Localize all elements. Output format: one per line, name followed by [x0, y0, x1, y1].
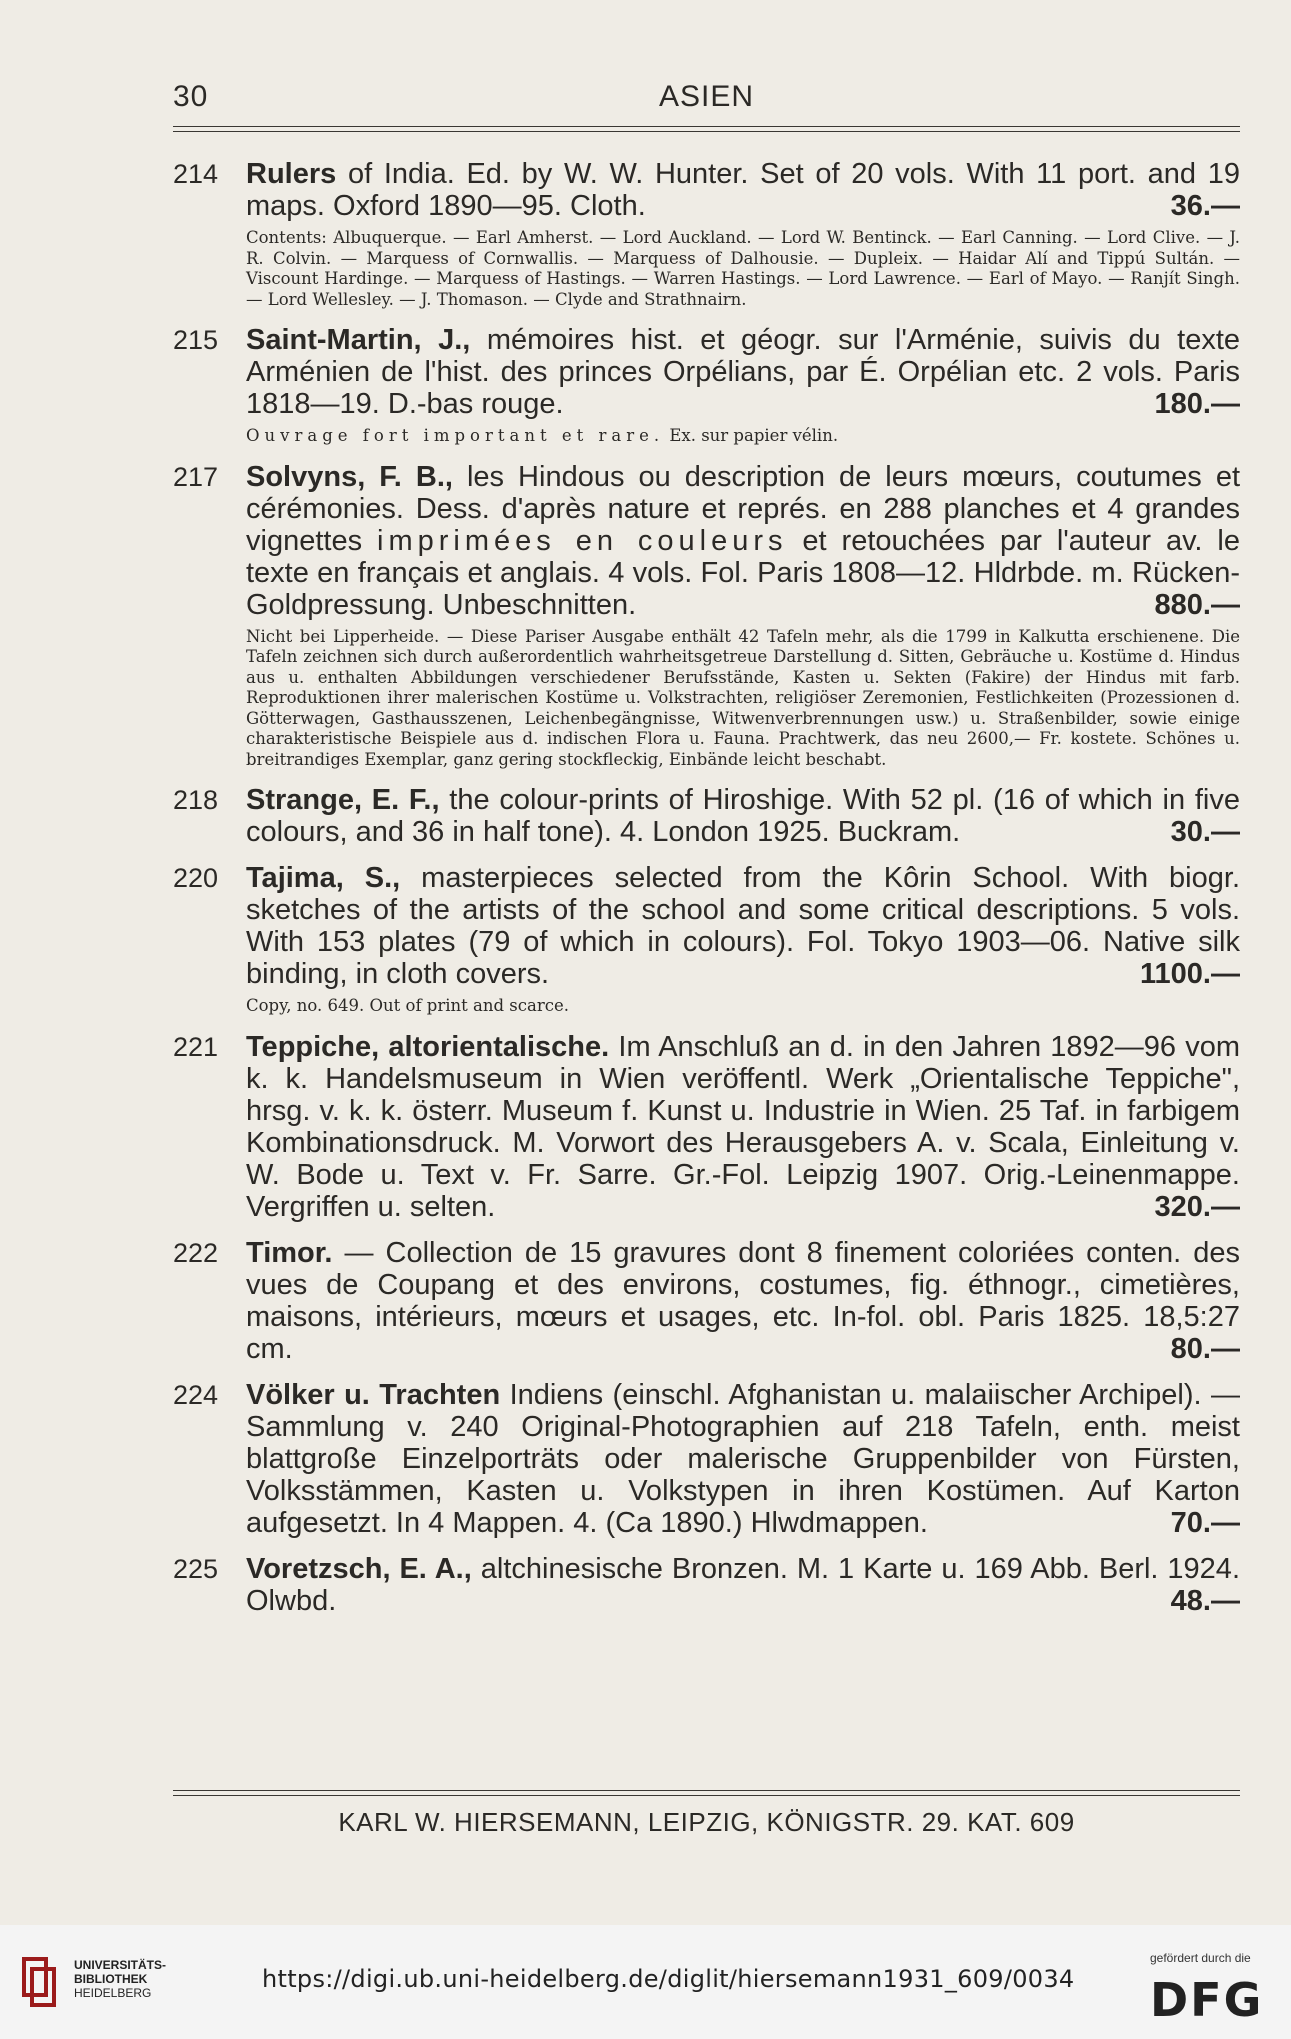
entry-text — [246, 158, 1240, 222]
entry-description: masterpieces selected from the Kôrin School. With biogr. sketches of the artists of the school and some critical descriptions. 5 vols. With 153 plates (79 of which in colours). Fol. Tokyo 1903—06. Native silk binding, in cloth covers. — [246, 862, 1240, 990]
catalog-entry — [173, 1553, 1240, 1617]
entry-note: Nicht bei Lipperheide. — Diese Pariser Ausgabe enthält 42 Tafeln mehr, als die 1799 in Kalkutta erschienene. Die Tafeln zeichnen sich durch außerordentlich wahrheitsgetreue Darstellung d. Sitten, Gebräuche u. Kostüme d. Hindus aus u. enthalten Abbildungen verschiedener Berufsstände, Kasten u. Sekten (Fakire) der Hindus mit farb. Reproduktionen ihrer malerischen Kostüme u. Volkstrachten, religiöser Zeremonien, Festlichkeiten (Prozessionen d. Götterwagen, Gasthausszenen, Leichenbegängnisse, Witwenverbrennungen usw.) u. Straßenbilder, sowie einige charakteristische Beispiele aus d. indischen Flora u. Fauna. Prachtwerk, das neu 2600,— Fr. kostete. Schönes u. breitrandiges Exemplar, ganz gering stockfleckig, Einbände leicht beschabt. — [246, 626, 1240, 769]
entry-number: 225 — [173, 1553, 219, 1584]
entry-heading: Voretzsch, E. A., — [246, 1552, 472, 1585]
page-header — [173, 80, 1240, 120]
entry-heading: Völker u. Trachten — [246, 1378, 501, 1411]
catalog-entry — [173, 461, 1240, 771]
entry-text — [246, 1553, 1240, 1617]
entry-description: Indiens (einschl. Afghanistan u. malaiischer Archipel). — Sammlung v. 240 Original-Photographien auf 218 Tafeln, enth. meist blattgroße Einzelporträts oder malerische Gruppenbilder von Fürsten, Volksstämmen, Kasten u. Volkstypen in ihren Kostümen. Auf Karton aufgesetzt. In 4 Mappen. 4. (Ca 1890.) Hlwdmappen. — [246, 1378, 1240, 1539]
entry-heading: Strange, E. F., — [246, 784, 440, 816]
entry-description-emphasis: imprimées en couleurs — [377, 524, 788, 557]
entry-description: the colour-prints of Hiroshige. With 52 pl. (16 of which in five colours, and 36 in half tone). 4. London 1925. Buckram. — [246, 784, 1240, 848]
entry-price: 1100.— — [1140, 958, 1240, 990]
catalog-entry — [173, 862, 1240, 1017]
funding-caption: gefördert durch die — [1150, 1951, 1251, 1965]
library-name[interactable] — [74, 1958, 166, 2000]
entry-price: 880.— — [1154, 588, 1240, 621]
entry-price: 180.— — [1154, 388, 1240, 420]
footer-rule — [173, 1790, 1240, 1791]
entry-price: 36.— — [1170, 190, 1240, 222]
entry-number: 222 — [173, 1237, 219, 1268]
header-rule-2 — [173, 131, 1240, 132]
entry-text — [246, 1031, 1240, 1223]
entry-number: 218 — [173, 785, 219, 815]
entry-text — [246, 1237, 1240, 1365]
library-name-line: BIBLIOTHEK — [74, 1972, 148, 1986]
entry-price: 30.— — [1170, 816, 1240, 848]
entry-description: of India. Ed. by W. W. Hunter. Set of 20 vols. With 11 port. and 19 maps. Oxford 1890—95. Cloth. — [246, 158, 1240, 222]
entry-price: 70.— — [1170, 1506, 1240, 1539]
library-name-line: UNIVERSITÄTS- — [74, 1958, 167, 1972]
catalog-entry — [173, 1031, 1240, 1223]
entry-price: 320.— — [1154, 1190, 1240, 1223]
entry-heading: Saint-Martin, J., — [246, 324, 471, 356]
entry-heading: Solvyns, F. B., — [246, 460, 453, 493]
entry-text — [246, 862, 1240, 990]
entry-description: Im Anschluß an d. in den Jahren 1892—96 vom k. k. Handelsmuseum in Wien veröffentl. Werk „Orientalische Teppiche", hrsg. v. k. k. österr. Museum f. Kunst u. Industrie in Wien. 25 Taf. in farbigem Kombinationsdruck. M. Vorwort des Herausgebers A. v. Scala, Einleitung v. W. Bode u. Text v. Fr. Sarre. Gr.-Fol. Leipzig 1907. Orig.-Leinenmappe. Vergriffen u. selten. — [246, 1030, 1241, 1223]
dfg-logo[interactable]: DFG — [1150, 1973, 1264, 2027]
entry-description: altchinesische Bronzen. M. 1 Karte u. 169 Abb. Berl. 1924. Olwbd. — [246, 1552, 1240, 1617]
library-name-line: HEIDELBERG — [74, 1986, 152, 2000]
entry-text — [246, 461, 1240, 621]
entry-heading: Tajima, S., — [246, 862, 401, 894]
footer-rule-2 — [173, 1795, 1240, 1796]
entry-note: Contents: Albuquerque. — Earl Amherst. — Lord Auckland. — Lord W. Bentinck. — Earl Canning. — Lord Clive. — J. R. Colvin. — Marquess of Cornwallis. — Marquess of Dalhousie. — Dupleix. — Haidar Alí and Tippú Sultán. — Viscount Hardinge. — Marquess of Hastings. — Warren Hastings. — Lord Lawrence. — Earl of Mayo. — Ranjít Singh. — Lord Wellesley. — J. Thomason. — Clyde and Strathnairn. — [246, 228, 1240, 309]
catalog-entries — [173, 158, 1240, 1631]
entry-text — [246, 324, 1240, 420]
page-number: 30 — [173, 80, 209, 113]
entry-price: 48.— — [1170, 1584, 1240, 1617]
page-title: ASIEN — [658, 80, 755, 113]
entry-number: 224 — [173, 1379, 219, 1410]
entry-description: les Hindous ou description de leurs mœurs, coutumes et cérémonies. Dess. d'après nature et représ. en 288 planches et 4 grandes vignettes — [246, 460, 1241, 557]
catalog-entry — [173, 1379, 1240, 1539]
entry-number: 214 — [173, 159, 219, 189]
entry-heading: Teppiche, altorientalische. — [246, 1030, 610, 1063]
entry-note — [246, 426, 1240, 447]
header-rule — [173, 126, 1240, 127]
catalog-entry — [173, 158, 1240, 310]
entry-number: 221 — [173, 1031, 219, 1062]
library-logo-icon — [18, 1953, 60, 2013]
entry-text — [246, 784, 1240, 848]
entry-number: 220 — [173, 863, 219, 893]
entry-heading: Timor. — [246, 1236, 333, 1269]
catalog-entry — [173, 784, 1240, 848]
catalog-entry — [173, 1237, 1240, 1365]
entry-text — [246, 1379, 1240, 1539]
permalink-url[interactable]: https://digi.ub.uni-heidelberg.de/diglit/hiersemann1931_609/0034 — [262, 1965, 1075, 1993]
catalog-footer: KARL W. HIERSEMANN, LEIPZIG, KÖNIGSTR. 29. KAT. 609 — [338, 1807, 1075, 1837]
entry-description-rest: et retouchées par l'auteur av. le texte en français et anglais. 4 vols. Fol. Paris 1808—12. Hldrbde. m. Rücken-Goldpressung. Unbeschnitten. — [246, 524, 1240, 621]
entry-price: 80.— — [1170, 1332, 1240, 1365]
entry-heading: Rulers — [246, 158, 337, 190]
entry-description: mémoires hist. et géogr. sur l'Arménie, suivis du texte Arménien de l'hist. des princes Orpélians, par É. Orpélian etc. 2 vols. Paris 1818—19. D.-bas rouge. — [246, 324, 1241, 420]
entry-number: 215 — [173, 325, 219, 355]
entry-note: Copy, no. 649. Out of print and scarce. — [246, 996, 569, 1015]
entry-number: 217 — [173, 461, 219, 492]
catalog-entry — [173, 324, 1240, 447]
entry-description: — Collection de 15 gravures dont 8 finement coloriées conten. des vues de Coupang et des environs, costumes, fig. éthnogr., cimetières, maisons, intérieurs, mœurs et usages, etc. In-fol. obl. Paris 1825. 18,5:27 cm. — [246, 1236, 1240, 1365]
entry-note-rest: Ex. sur papier vélin. — [664, 426, 839, 445]
entry-note-emphasis: Ouvrage fort important et rare. — [246, 426, 665, 445]
